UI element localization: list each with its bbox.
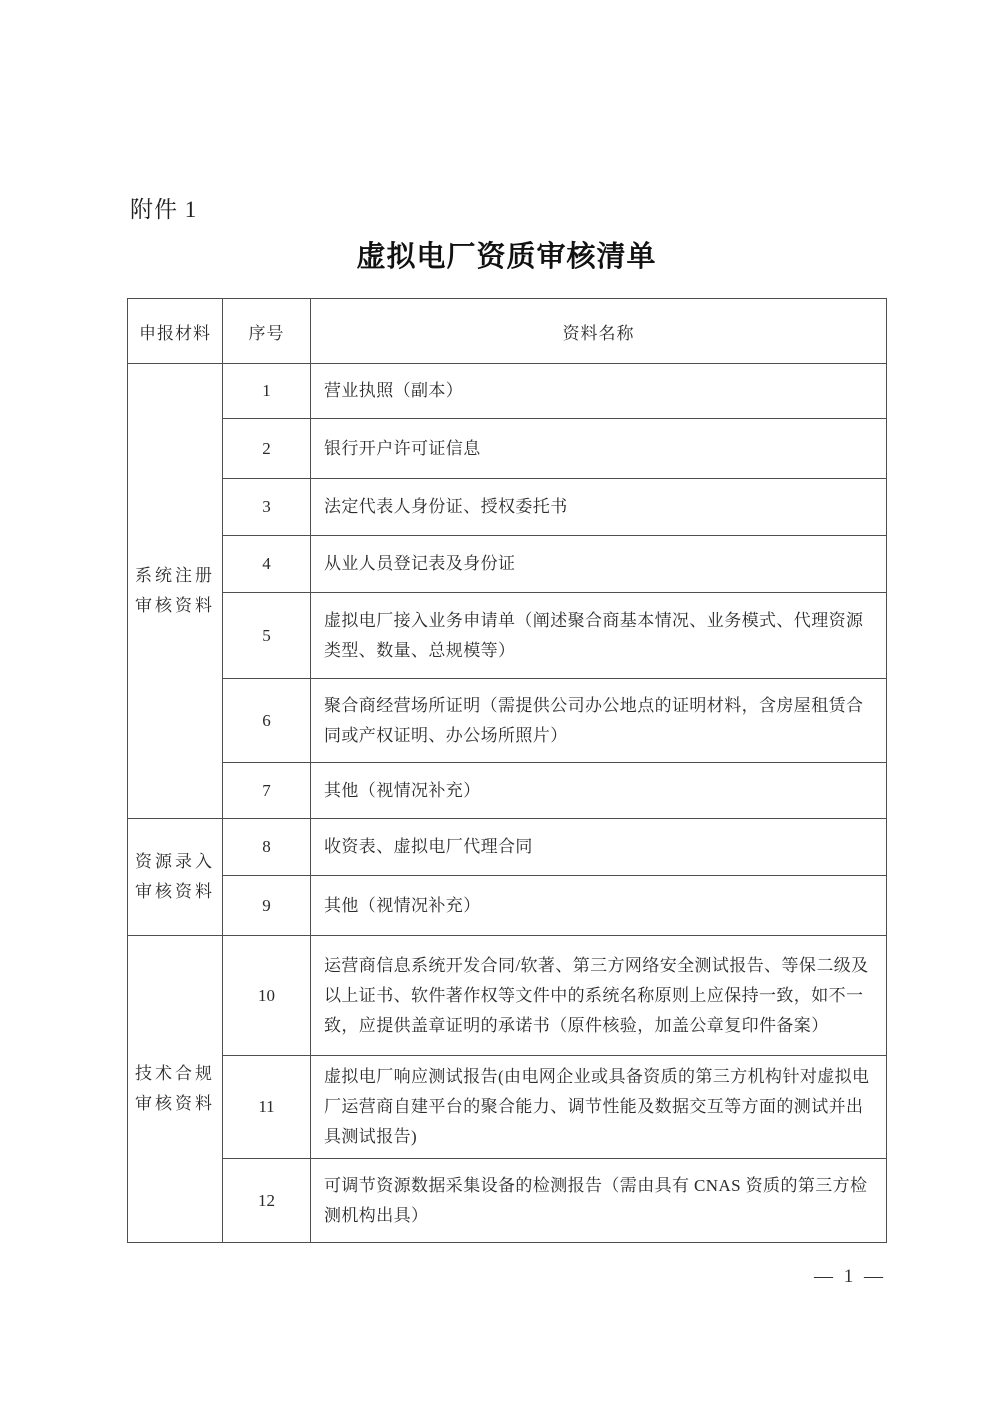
category-cell-resource-entry: 资源录入审核资料 (128, 819, 223, 936)
table-row (128, 679, 887, 763)
table-row (128, 479, 887, 536)
category-cell-system-registration: 系统注册审核资料 (128, 364, 223, 819)
row-no-cell: 11 (223, 1056, 311, 1159)
row-no-cell: 8 (223, 819, 311, 876)
row-no-cell: 7 (223, 763, 311, 819)
table-row (128, 876, 887, 936)
row-name-cell: 银行开户许可证信息 (311, 419, 887, 479)
row-no-cell: 1 (223, 364, 311, 419)
table-row (128, 364, 887, 419)
attachment-label: 附件 1 (130, 197, 198, 222)
row-name-cell: 虚拟电厂响应测试报告(由电网企业或具备资质的第三方机构针对虚拟电厂运营商自建平台的聚合能力、调节性能及数据交互等方面的测试并出具测试报告) (311, 1056, 887, 1159)
row-name-cell: 其他（视情况补充） (311, 763, 887, 819)
row-name-cell: 法定代表人身份证、授权委托书 (311, 479, 887, 536)
row-no-cell: 6 (223, 679, 311, 763)
row-name-cell: 运营商信息系统开发合同/软著、第三方网络安全测试报告、等保二级及以上证书、软件著作权等文件中的系统名称原则上应保持一致，如不一致，应提供盖章证明的承诺书（原件核验，加盖公章复印件备案） (311, 936, 887, 1056)
row-name-cell: 营业执照（副本） (311, 364, 887, 419)
table-row (128, 419, 887, 479)
row-name-cell: 从业人员登记表及身份证 (311, 536, 887, 593)
row-name-cell: 可调节资源数据采集设备的检测报告（需由具有 CNAS 资质的第三方检测机构出具） (311, 1159, 887, 1243)
table-row (128, 819, 887, 876)
row-no-cell: 3 (223, 479, 311, 536)
row-no-cell: 5 (223, 593, 311, 679)
row-no-cell: 9 (223, 876, 311, 936)
table-row (128, 536, 887, 593)
header-cell-no: 序号 (223, 299, 311, 364)
table-row (128, 936, 887, 1056)
row-no-cell: 4 (223, 536, 311, 593)
row-no-cell: 12 (223, 1159, 311, 1243)
header-cell-name: 资料名称 (311, 299, 887, 364)
qualification-audit-table (127, 298, 887, 1243)
table-row (128, 763, 887, 819)
row-name-cell: 收资表、虚拟电厂代理合同 (311, 819, 887, 876)
table-row (128, 593, 887, 679)
page-title: 虚拟电厂资质审核清单 (356, 241, 657, 273)
header-cell-material: 申报材料 (128, 299, 223, 364)
row-name-cell: 虚拟电厂接入业务申请单（阐述聚合商基本情况、业务模式、代理资源类型、数量、总规模等） (311, 593, 887, 679)
row-name-cell: 其他（视情况补充） (311, 876, 887, 936)
row-no-cell: 10 (223, 936, 311, 1056)
category-cell-technical-compliance: 技术合规审核资料 (128, 936, 223, 1243)
table-row (128, 1056, 887, 1159)
table-header-row (128, 299, 887, 364)
row-no-cell: 2 (223, 419, 311, 479)
row-name-cell: 聚合商经营场所证明（需提供公司办公地点的证明材料，含房屋租赁合同或产权证明、办公场所照片） (311, 679, 887, 763)
table-row (128, 1159, 887, 1243)
page-number: — 1 — (814, 1266, 886, 1287)
